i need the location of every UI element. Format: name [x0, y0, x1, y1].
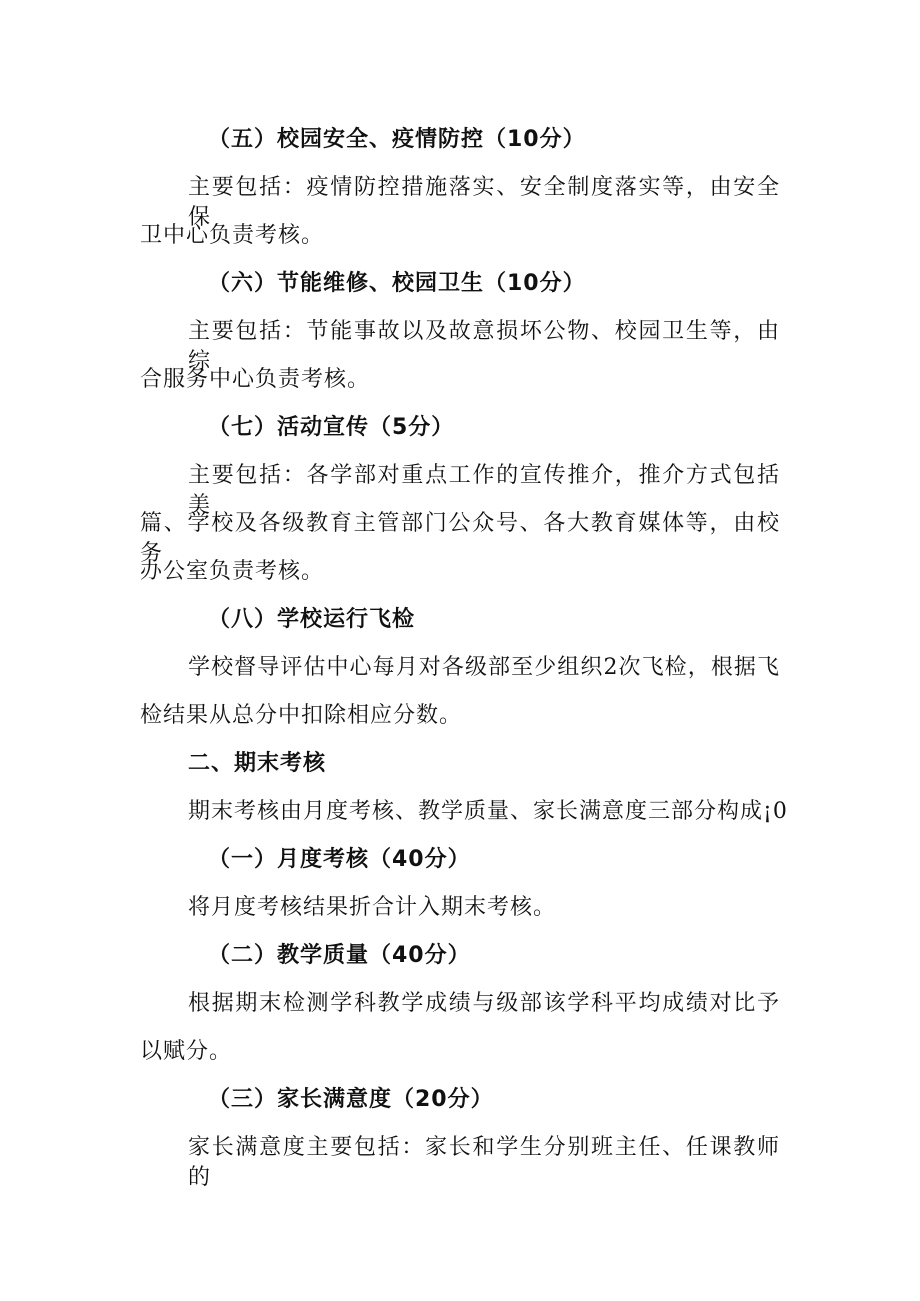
section-heading: （六）节能维修、校园卫生（10分）: [208, 271, 586, 296]
section-heading: （三）家长满意度（20分）: [208, 1087, 494, 1112]
chapter-heading: 二、期末考核: [188, 751, 327, 776]
paragraph-line: 主要包括：疫情防控措施落实、安全制度落实等，由安全保: [188, 175, 780, 230]
paragraph-line: 学校督导评估中心每月对各级部至少组织2次飞检，根据飞: [188, 655, 780, 680]
paragraph-line: 主要包括：节能事故以及故意损坏公物、校园卫生等，由综: [188, 319, 780, 374]
paragraph-line: 合服务中心负责考核。: [140, 367, 371, 392]
section-heading: （一）月度考核（40分）: [208, 847, 471, 872]
paragraph-line: 办公室负责考核。: [140, 559, 325, 584]
paragraph-line: 卫中心负责考核。: [140, 223, 325, 248]
paragraph-line: 根据期末检测学科教学成绩与级部该学科平均成绩对比予: [188, 991, 780, 1016]
paragraph-line: 将月度考核结果折合计入期末考核。: [188, 895, 557, 920]
paragraph-line: 家长满意度主要包括：家长和学生分别班主任、任课教师的: [188, 1135, 780, 1190]
paragraph-line: 检结果从总分中扣除相应分数。: [140, 703, 463, 728]
section-heading: （二）教学质量（40分）: [208, 943, 471, 968]
section-heading: （八）学校运行飞检: [208, 607, 416, 632]
paragraph-line: 以赋分。: [140, 1039, 233, 1064]
paragraph-line: 期末考核由月度考核、教学质量、家长满意度三部分构成¡0: [188, 799, 788, 824]
paragraph-line: 篇、学校及各级教育主管部门公众号、各大教育媒体等，由校务: [140, 511, 780, 566]
paragraph-line: 主要包括：各学部对重点工作的宣传推介，推介方式包括美: [188, 463, 780, 518]
section-heading: （五）校园安全、疫情防控（10分）: [208, 127, 586, 152]
section-heading: （七）活动宣传（5分）: [208, 415, 455, 440]
